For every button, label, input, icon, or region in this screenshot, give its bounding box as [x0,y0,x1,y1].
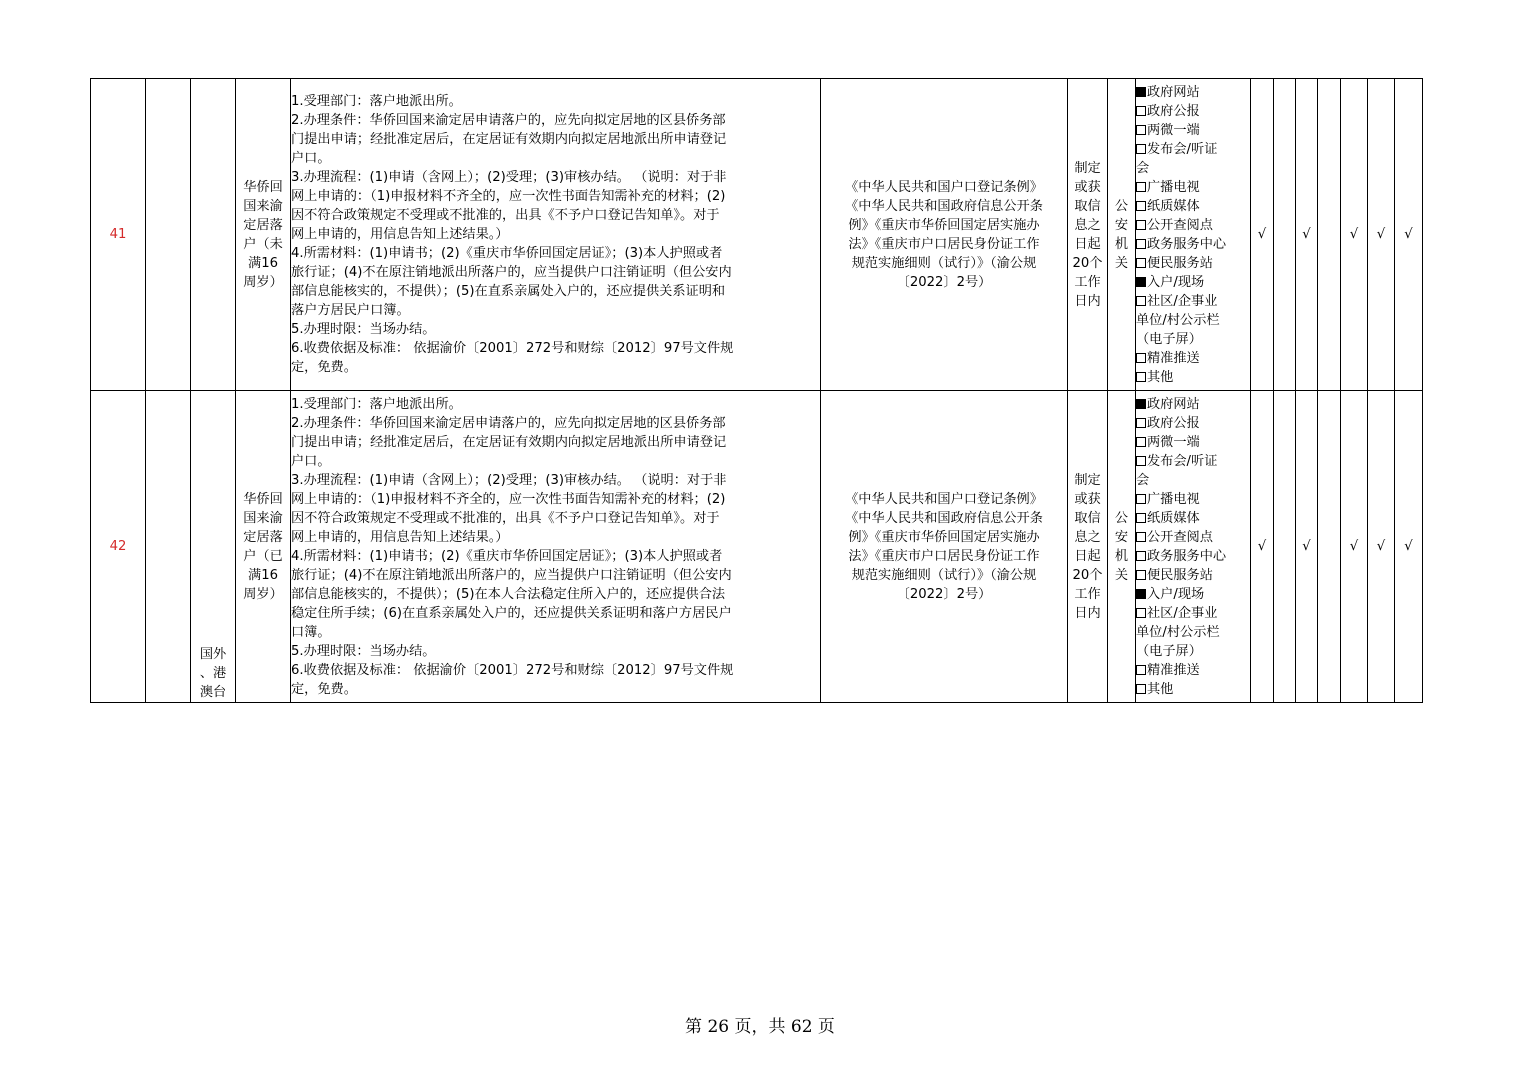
checkbox-icon [1136,372,1146,382]
checkbox-icon [1136,532,1146,542]
checked-box-icon [1136,277,1146,287]
disclosure-channels [1136,391,1251,703]
channel-item: 入户/现场 [1136,585,1250,604]
channel-item-continued: 单位/村公示栏 [1136,312,1220,328]
checkbox-icon [1136,570,1146,580]
checkbox-icon [1136,182,1146,192]
checkbox-icon [1136,201,1146,211]
check-mark: √ [1296,391,1318,703]
check-mark: √ [1341,79,1368,391]
channel-item: 便民服务站 [1136,566,1250,585]
channel-item: 其他 [1136,368,1250,387]
item-name: 华侨回 国来渝 定居落 户（已 满16 周岁） [236,391,291,703]
checkbox-icon [1136,513,1146,523]
time-limit: 制定 或获 取信 息之 日起 20个 工作 日内 [1068,79,1108,391]
check-mark: √ [1368,79,1395,391]
disclosure-table [90,78,1423,703]
checkbox-icon [1136,258,1146,268]
channel-item: 广播电视 [1136,490,1250,509]
item-content: 1.受理部门：落户地派出所。 2.办理条件：华侨回国来渝定居申请落户的，应先向拟定居地的区县侨务部 门提出申请；经批准定居后，在定居证有效期内向拟定居地派出所申请登记 户口。 3.办理流程：(1)申请（含网上）；(2)受理；(3)审核办结。 （说明：对于非 网上申请的：（1)申报材料不齐全的，应一次性书面告知需补充的材料；(2) 因不符合政策规定不受理或不批准的，出具《不予户口登记告知单》。对于 网上申请的，用信息告知上述结果。） 4.所需材料：(1)申请书；(2)《重庆市华侨回国定居证》；(3)本人护照或者 旅行证；(4)不在原注销地派出所落户的，应当提供户口注销证明（但公安内 部信息能核实的，不提供）；(5)在直系亲属处入户的，还应提供关系证明和 落户方居民户口簿。 5.办理时限：当场办结。 6.收费依据及标准： 依据渝价〔2001〕272号和财综〔2012〕97号文件规 定，免费。 [291,79,821,391]
checkbox-icon [1136,456,1146,466]
checked-box-icon [1136,589,1146,599]
check-mark [1318,391,1341,703]
check-mark: √ [1368,391,1395,703]
checkbox-icon [1136,106,1146,116]
page-footer: 第 26 页，共 62 页 [685,1017,835,1037]
category-cell [191,79,236,391]
checked-box-icon [1136,399,1146,409]
channel-item: 精准推送 [1136,349,1250,368]
channel-item-continued: （电子屏） [1136,643,1202,659]
table-row [91,391,1423,703]
check-mark [1318,79,1341,391]
checkbox-icon [1136,494,1146,504]
checkbox-icon [1136,684,1146,694]
check-mark: √ [1341,391,1368,703]
channel-item: 两微一端 [1136,121,1250,140]
channel-item-continued: （电子屏） [1136,331,1202,347]
channel-item: 发布会/听证 [1136,452,1250,471]
category-cell: 国外 、港 澳台 [191,391,236,703]
checkbox-icon [1136,608,1146,618]
checkbox-icon [1136,125,1146,135]
channel-item: 政府公报 [1136,102,1250,121]
check-mark: √ [1251,391,1274,703]
item-name: 华侨回 国来渝 定居落 户（未 满16 周岁） [236,79,291,391]
item-content: 1.受理部门：落户地派出所。 2.办理条件：华侨回国来渝定居申请落户的，应先向拟定居地的区县侨务部 门提出申请；经批准定居后，在定居证有效期内向拟定居地派出所申请登记 户口。 3.办理流程：(1)申请（含网上）；(2)受理；(3)审核办结。 （说明：对于非 网上申请的：（1)申报材料不齐全的，应一次性书面告知需补充的材料；(2) 因不符合政策规定不受理或不批准的，出具《不予户口登记告知单》。对于 网上申请的，用信息告知上述结果。） 4.所需材料：(1)申请书；(2)《重庆市华侨回国定居证》；(3)本人护照或者 旅行证；(4)不在原注销地派出所落户的，应当提供户口注销证明（但公安内 部信息能核实的，不提供）；(5)在本人合法稳定住所入户的，还应提供合法 稳定住所手续；(6)在直系亲属处入户的，还应提供关系证明和落户方居民户 口簿。 5.办理时限：当场办结。 6.收费依据及标准： 依据渝价〔2001〕272号和财综〔2012〕97号文件规 定，免费。 [291,391,821,703]
disclosure-channels [1136,79,1251,391]
channel-item-continued: 会 [1136,160,1150,176]
check-mark: √ [1395,391,1423,703]
channel-item: 社区/企事业 [1136,292,1250,311]
row-number: 42 [91,391,146,703]
check-mark [1274,79,1296,391]
row-number: 41 [91,79,146,391]
checkbox-icon [1136,239,1146,249]
channel-item: 发布会/听证 [1136,140,1250,159]
channel-item-continued: 单位/村公示栏 [1136,624,1220,640]
checkbox-icon [1136,665,1146,675]
checkbox-icon [1136,353,1146,363]
check-mark: √ [1395,79,1423,391]
responsible-org: 公 安 机 关 [1108,79,1136,391]
channel-item: 政府公报 [1136,414,1250,433]
empty-cell [146,79,191,391]
channel-item: 纸质媒体 [1136,197,1250,216]
channel-item: 公开查阅点 [1136,528,1250,547]
responsible-org: 公 安 机 关 [1108,391,1136,703]
channel-item: 政务服务中心 [1136,547,1250,566]
channel-item: 社区/企事业 [1136,604,1250,623]
check-mark [1274,391,1296,703]
channel-item: 其他 [1136,680,1250,699]
checkbox-icon [1136,437,1146,447]
checkbox-icon [1136,296,1146,306]
check-mark: √ [1296,79,1318,391]
checked-box-icon [1136,87,1146,97]
channel-item: 公开查阅点 [1136,216,1250,235]
legal-basis: 《中华人民共和国户口登记条例》 《中华人民共和国政府信息公开条 例》《重庆市华侨回国定居实施办 法》《重庆市户口居民身份证工作 规范实施细则（试行）》（渝公规 〔2022〕2号） [821,391,1068,703]
channel-item: 纸质媒体 [1136,509,1250,528]
channel-item: 政府网站 [1136,83,1250,102]
channel-item-continued: 会 [1136,472,1150,488]
channel-item: 政务服务中心 [1136,235,1250,254]
channel-item: 精准推送 [1136,661,1250,680]
time-limit: 制定 或获 取信 息之 日起 20个 工作 日内 [1068,391,1108,703]
table-row [91,79,1423,391]
channel-item: 入户/现场 [1136,273,1250,292]
channel-item: 广播电视 [1136,178,1250,197]
checkbox-icon [1136,551,1146,561]
empty-cell [146,391,191,703]
check-mark: √ [1251,79,1274,391]
channel-item: 便民服务站 [1136,254,1250,273]
channel-item: 两微一端 [1136,433,1250,452]
channel-item: 政府网站 [1136,395,1250,414]
legal-basis: 《中华人民共和国户口登记条例》 《中华人民共和国政府信息公开条 例》《重庆市华侨回国定居实施办 法》《重庆市户口居民身份证工作 规范实施细则（试行）》（渝公规 〔2022〕2号） [821,79,1068,391]
checkbox-icon [1136,418,1146,428]
checkbox-icon [1136,220,1146,230]
checkbox-icon [1136,144,1146,154]
